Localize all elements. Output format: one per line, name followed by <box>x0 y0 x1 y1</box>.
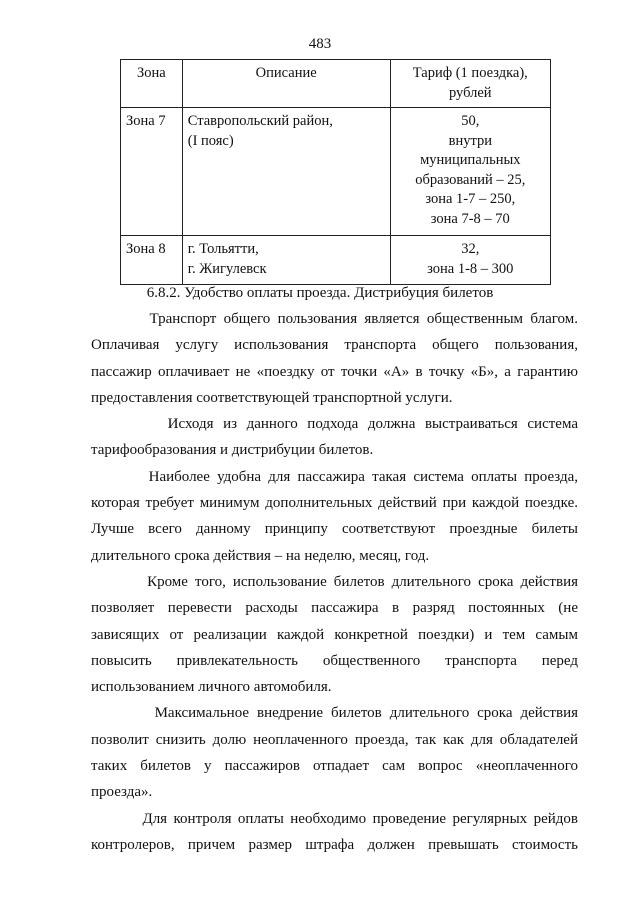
header-tariff <box>390 60 550 108</box>
paragraph <box>91 700 578 805</box>
description-line: Ставропольский район, <box>187 113 333 129</box>
text-line: контролеров, причем размер штрафа должен превышать стоимость <box>91 836 578 853</box>
table-header-row <box>121 60 551 108</box>
tariff-line: образований – 25, <box>415 171 526 188</box>
text-line: длительного срока действия – на неделю, месяц, год. <box>91 547 430 564</box>
tariff-line: зона 7-8 – 70 <box>430 210 510 227</box>
text-line: Наиболее удобна для пассажира такая система оплаты проезда, <box>91 468 578 485</box>
text-line: которая требует минимум дополнительных действий при каждой поездке. <box>91 495 578 512</box>
text-line: проезда». <box>91 784 153 801</box>
tariff-line: зона 1-8 – 300 <box>427 260 514 277</box>
text-line: Оплачивая услугу использования транспорта общего пользования, <box>91 337 578 354</box>
tariff-line: 50, <box>461 113 480 129</box>
description-line: (I пояс) <box>187 132 234 149</box>
paragraph <box>91 569 578 700</box>
tariff-cell <box>390 236 550 285</box>
description-cell <box>182 236 390 285</box>
body-text <box>91 306 578 858</box>
text-line: тарифообразования и дистрибуции билетов. <box>91 442 374 459</box>
zone-cell: Зона 8 <box>121 236 183 285</box>
page-number: 483 <box>308 36 332 52</box>
section-title: 6.8.2. Удобство оплаты проезда. Дистрибуция билетов <box>146 285 494 301</box>
text-line: Кроме того, использование билетов длительного срока действия <box>91 573 578 590</box>
tariff-line: 32, <box>461 241 480 257</box>
text-line: позволяет перевести расходы пассажира в разряд постоянных (не <box>91 600 578 617</box>
paragraph <box>91 806 578 859</box>
tariff-line: внутри <box>448 132 492 149</box>
header-description: Описание <box>182 60 390 108</box>
zone-cell: Зона 7 <box>121 108 183 236</box>
table-row <box>121 108 551 236</box>
text-line: позволит снизить долю неоплаченного проезда, так как для обладателей <box>91 731 578 748</box>
table-row <box>121 236 551 285</box>
text-line: зависящих от реализации каждой конкретной поездки) и тем самым <box>91 626 578 643</box>
tariff-line: зона 1-7 – 250, <box>425 191 516 207</box>
text-line: Лучше всего данному принципу соответствуют проездные билеты <box>91 521 578 538</box>
description-line: г. Жигулевск <box>187 260 267 277</box>
text-line: использованием личного автомобиля. <box>91 679 332 696</box>
header-zone: Зона <box>121 60 183 108</box>
text-line: таких билетов у пассажиров отпадает сам вопрос «неоплаченного <box>91 758 578 775</box>
text-line: повысить привлекательность общественного транспорта перед <box>91 652 578 669</box>
text-line: пассажир оплачивает не «поездку от точки «А» в точку «Б», а гарантию <box>91 363 578 380</box>
paragraph <box>91 306 578 411</box>
text-line: Исходя из данного подхода должна выстраиваться система <box>91 416 578 433</box>
text-line: Максимальное внедрение билетов длительного срока действия <box>91 705 578 722</box>
header-tariff-line: рублей <box>449 84 492 101</box>
tariff-table <box>120 59 551 285</box>
text-line: предоставления соответствующей транспортной услуги. <box>91 389 453 406</box>
paragraph <box>91 411 578 464</box>
description-cell <box>182 108 390 236</box>
paragraph <box>91 464 578 569</box>
tariff-cell <box>390 108 550 236</box>
text-line: Для контроля оплаты необходимо проведение регулярных рейдов <box>91 810 578 827</box>
description-line: г. Тольятти, <box>187 241 259 257</box>
header-tariff-line: Тариф (1 поездка), <box>412 65 528 81</box>
text-line: Транспорт общего пользования является общественным благом. <box>91 311 578 327</box>
tariff-line: муниципальных <box>420 152 521 168</box>
